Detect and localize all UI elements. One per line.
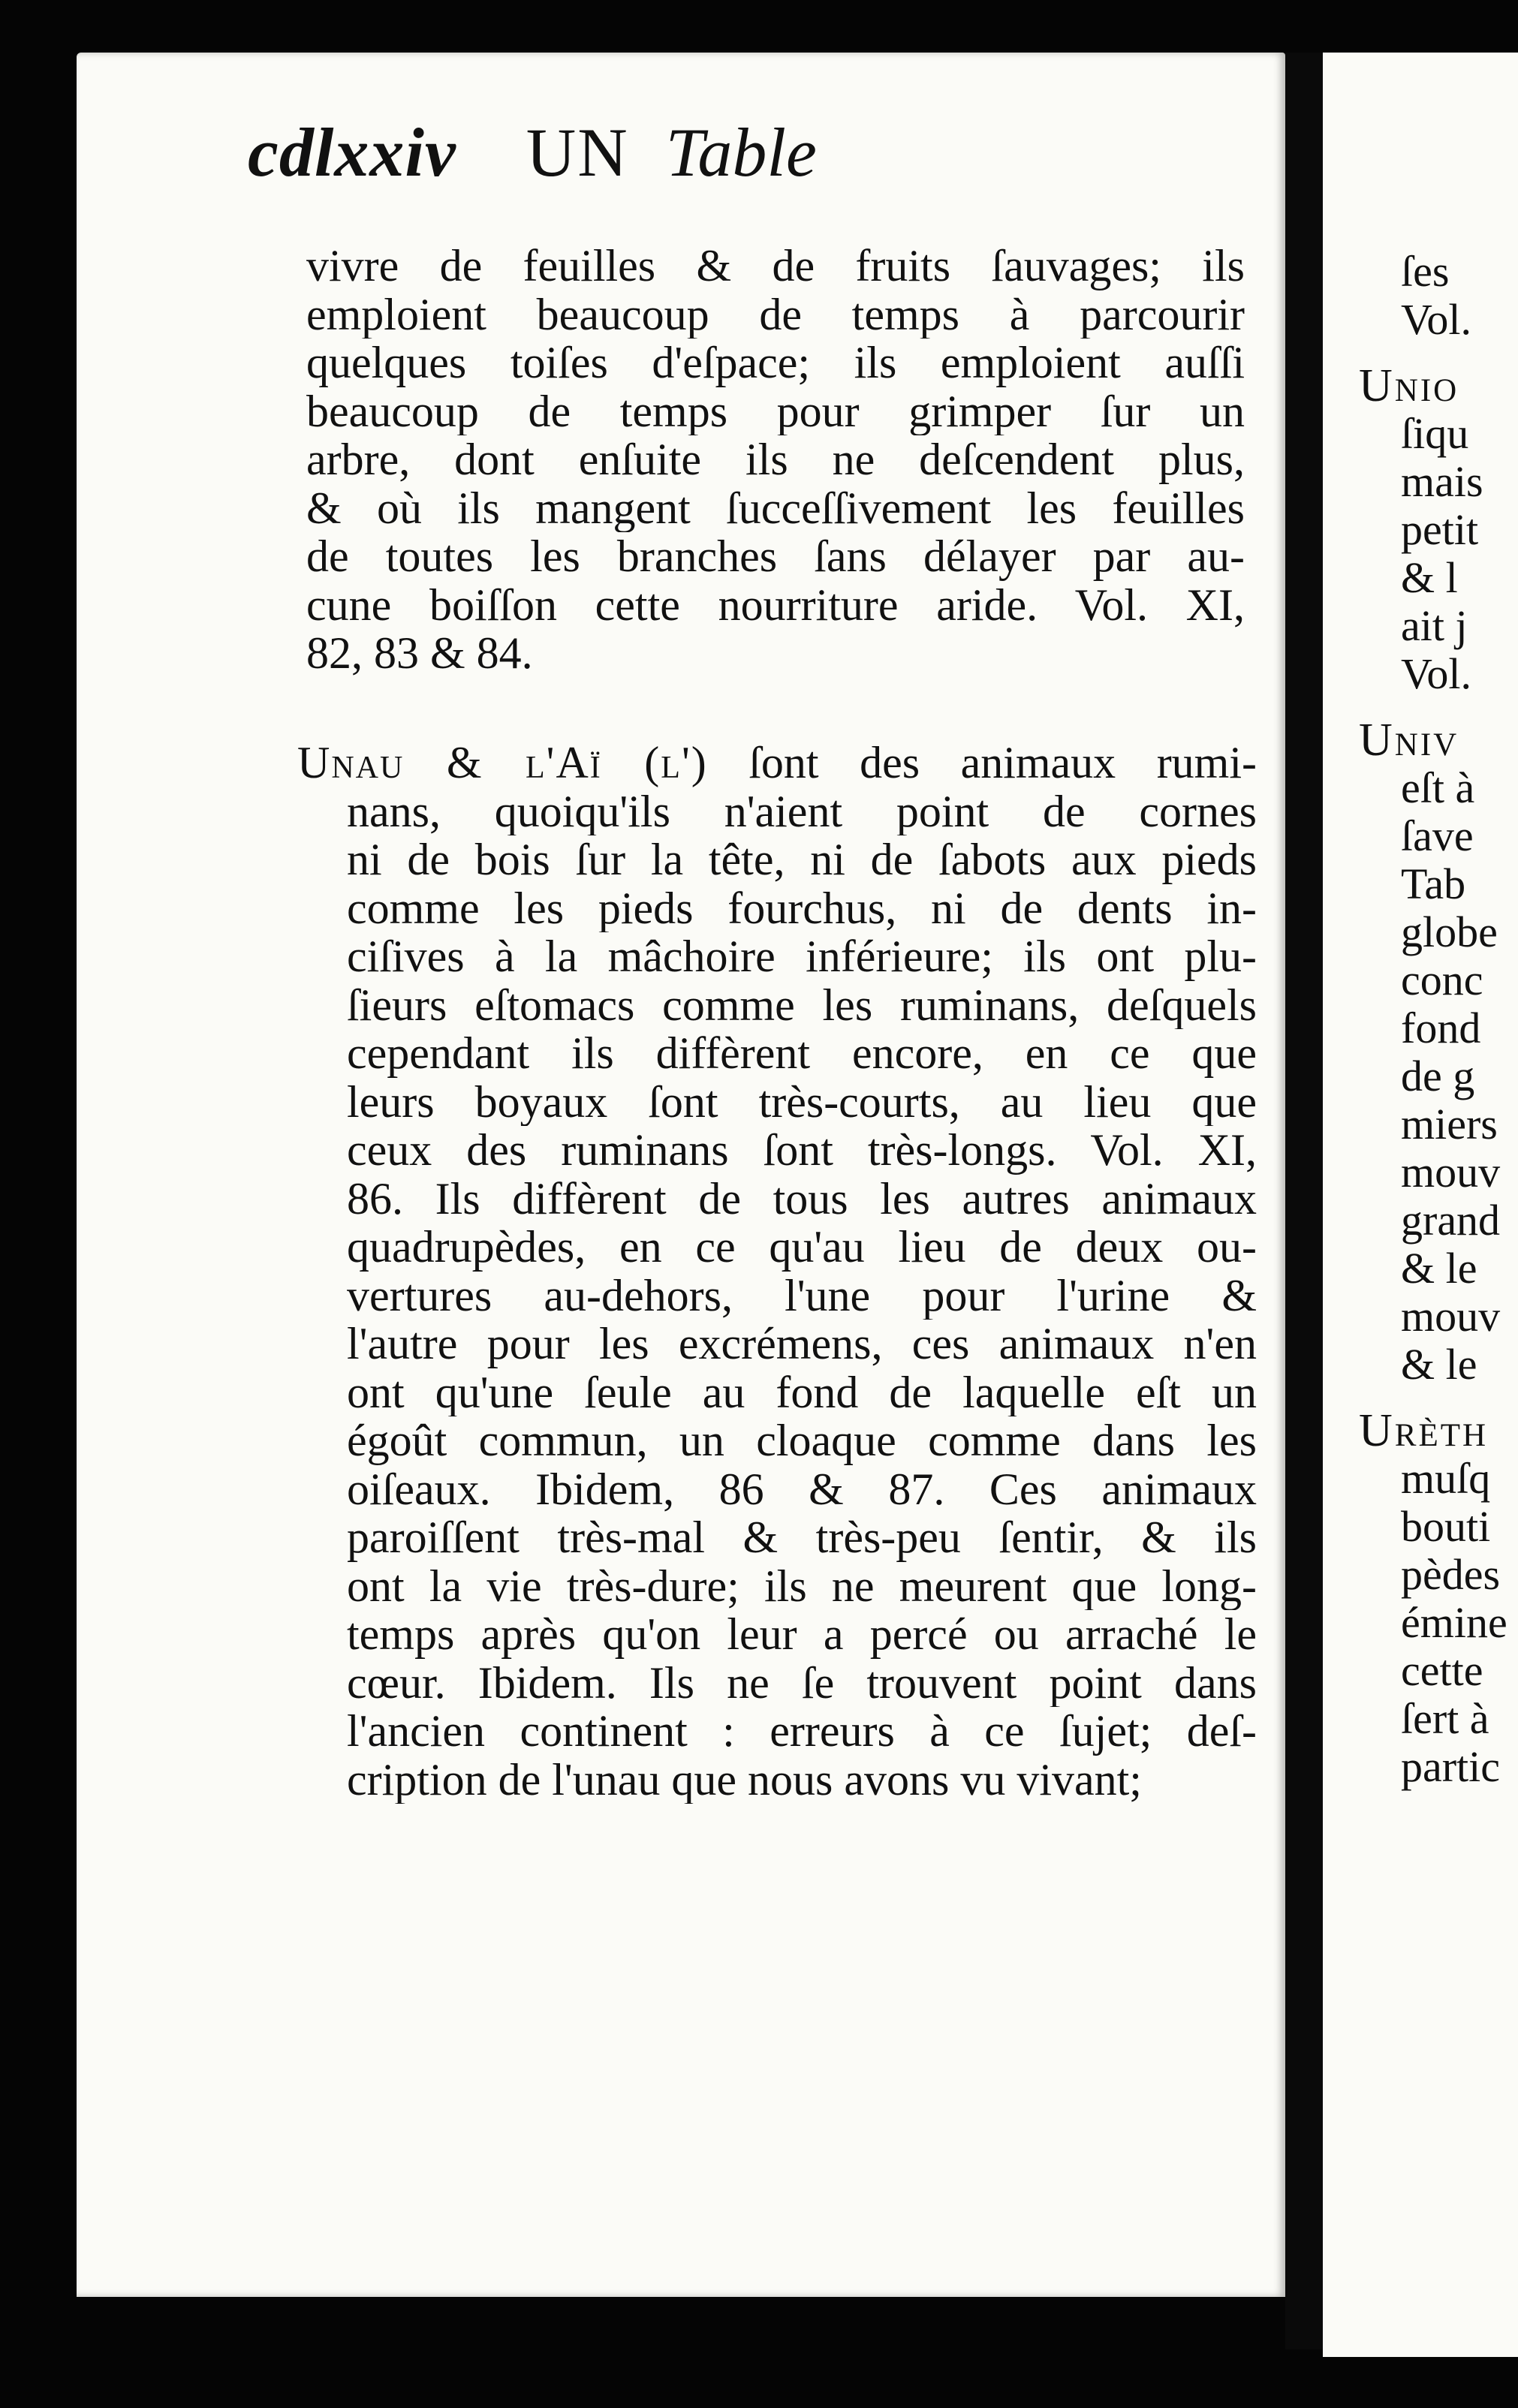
entry-text: ſont des animaux rumi- (707, 739, 1257, 787)
page-header (248, 113, 817, 192)
right-text-fragment: pèdes (1401, 1551, 1501, 1599)
right-text-fragment: miers (1401, 1100, 1498, 1148)
right-text-fragment: fond (1401, 1004, 1481, 1052)
right-text-fragment: ſave (1401, 812, 1474, 860)
text-line: égoût commun, un cloaque comme dans les (347, 1416, 1257, 1465)
right-entry-heading: Urèth (1359, 1407, 1489, 1455)
right-text-fragment: de g (1401, 1052, 1475, 1100)
text-line: paroiſſent très-mal & très-peu ſentir, & ils (347, 1513, 1257, 1562)
text-line: vertures au-dehors, l'une pour l'urine & (347, 1271, 1257, 1320)
text-line: l'ancien continent : erreurs à ce ſujet; deſ- (347, 1707, 1257, 1756)
right-text-fragment: globe (1401, 908, 1498, 956)
entry-heading: Unau & l'Aï (l') (297, 739, 708, 787)
text-line: oiſeaux. Ibidem, 86 & 87. Ces animaux (347, 1464, 1257, 1513)
text-line: cœur. Ibidem. Ils ne ſe trouvent point dans (347, 1658, 1257, 1707)
text-line: de toutes les branches ſans délayer par au- (306, 532, 1245, 581)
right-text-fragment: ait j (1401, 602, 1468, 650)
right-text-fragment: & le (1401, 1245, 1477, 1293)
book-gutter (1285, 53, 1323, 2349)
page-number: cdlxxiv (248, 114, 456, 191)
right-text-fragment: Vol. (1401, 296, 1472, 344)
text-line: temps après qu'on leur a percé ou arraché le (347, 1610, 1257, 1659)
text-line: cune boiſſon cette nourriture aride. Vol. XI, (306, 580, 1245, 629)
right-text-fragment: mouv (1401, 1148, 1501, 1196)
text-line: 82, 83 & 84. (306, 629, 533, 678)
text-line: vivre de feuilles & de fruits ſauvages; ils (306, 242, 1245, 290)
text-line: ni de bois ſur la tête, ni de ſabots aux pieds (347, 835, 1257, 884)
right-text-fragment: émine (1401, 1599, 1507, 1647)
right-text-fragment: petit (1401, 506, 1479, 554)
text-line: ceux des ruminans ſont très-longs. Vol. XI, (347, 1126, 1257, 1175)
right-entry-heading: Unio (1359, 362, 1459, 410)
text-line: & où ils mangent ſucceſſivement les feuilles (306, 483, 1245, 532)
running-title-italic: Table (665, 114, 817, 191)
right-text-fragment: Tab (1401, 860, 1466, 908)
text-line: ciſives à la mâchoire inférieure; ils ont plu- (347, 932, 1257, 981)
paragraph-gap (1359, 698, 1518, 716)
text-line: nans, quoiqu'ils n'aient point de cornes (347, 787, 1257, 835)
right-text-fragment: ſiqu (1401, 410, 1469, 458)
text-line: ont la vie très-dure; ils ne meurent que long- (347, 1561, 1257, 1610)
text-line: cependant ils diffèrent encore, en ce que (347, 1029, 1257, 1078)
right-text-fragment: mais (1401, 458, 1483, 506)
right-text-fragment: grand (1401, 1196, 1501, 1245)
right-text-fragment: & le (1401, 1341, 1477, 1389)
right-text-fragment: ſert à (1401, 1695, 1489, 1743)
right-page-text-fragments (1359, 248, 1518, 1791)
text-line: quadrupèdes, en ce qu'au lieu de deux ou- (347, 1223, 1257, 1272)
right-text-fragment: muſq (1401, 1455, 1491, 1503)
right-text-fragment: eſt à (1401, 764, 1475, 812)
paragraph-continuation (306, 242, 1245, 678)
right-text-fragment: cette (1401, 1647, 1483, 1695)
right-text-fragment: bouti (1401, 1503, 1491, 1551)
text-line: 86. Ils diffèrent de tous les autres animaux (347, 1174, 1257, 1223)
text-line: l'autre pour les excrémens, ces animaux n'en (347, 1320, 1257, 1368)
right-text-fragment: partic (1401, 1743, 1501, 1791)
right-text-fragment: conc (1401, 956, 1483, 1004)
right-text-fragment: mouv (1401, 1293, 1501, 1341)
running-title: UN (526, 114, 629, 191)
text-line: arbre, dont enſuite ils ne deſcendent plus, (306, 435, 1245, 484)
text-line: cription de l'unau que nous avons vu vivant; (347, 1755, 1142, 1804)
text-line: emploient beaucoup de temps à parcourir (306, 290, 1245, 339)
text-line: ſieurs eſtomacs comme les ruminans, deſquels (347, 980, 1257, 1029)
right-text-fragment: & l (1401, 554, 1458, 602)
text-line: ont qu'une ſeule au fond de laquelle eſt un (347, 1368, 1257, 1416)
text-line: leurs boyaux ſont très-courts, au lieu que (347, 1077, 1257, 1126)
right-text-fragment: ſes (1401, 248, 1450, 296)
paragraph-unau-entry (297, 739, 1257, 1804)
right-entry-heading: Univ (1359, 716, 1459, 764)
text-line: beaucoup de temps pour grimper ſur un (306, 387, 1245, 435)
paragraph-gap (1359, 1389, 1518, 1407)
paragraph-gap (1359, 344, 1518, 362)
right-text-fragment: Vol. (1401, 650, 1472, 698)
text-line (297, 739, 1257, 787)
text-line: comme les pieds fourchus, ni de dents in- (347, 883, 1257, 932)
text-line: quelques toiſes d'eſpace; ils emploient auſſi (306, 339, 1245, 387)
